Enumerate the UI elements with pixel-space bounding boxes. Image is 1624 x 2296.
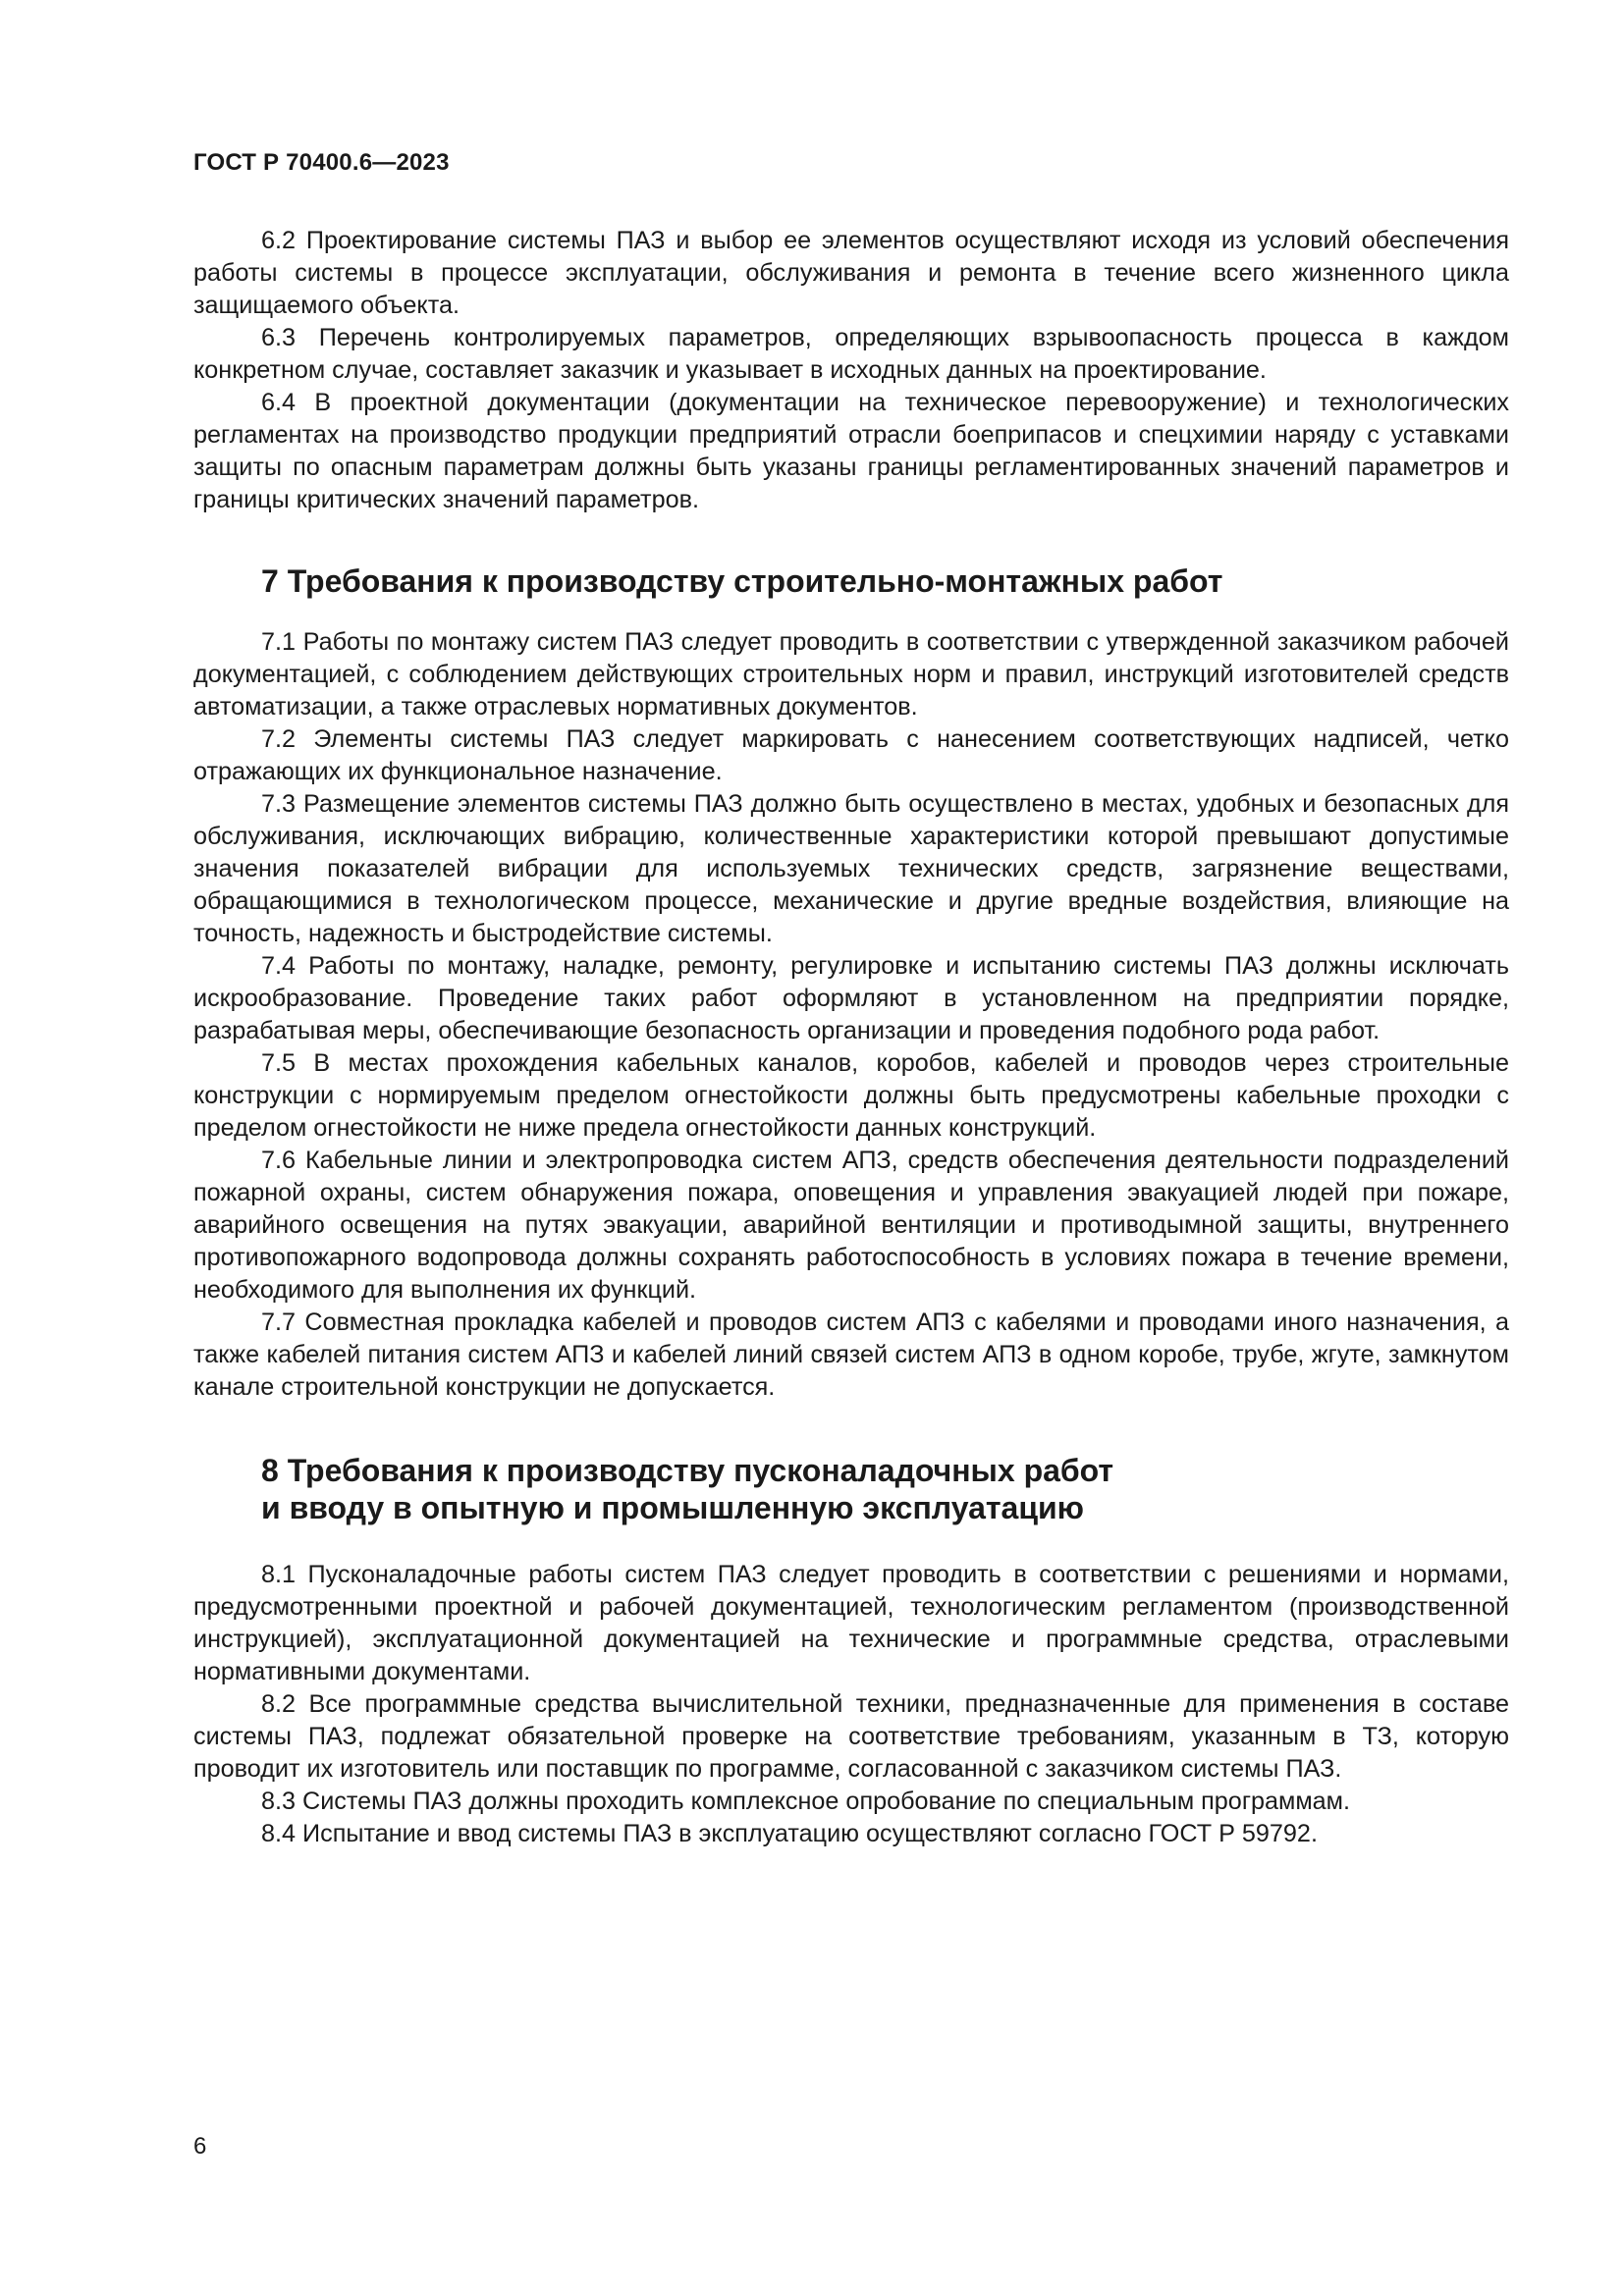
paragraph-8-4: 8.4 Испытание и ввод системы ПАЗ в эксплуатацию осуществляют согласно ГОСТ Р 59792. bbox=[261, 1820, 1318, 1847]
section-8-heading-line-1: 8 Требования к производству пусконаладочных работ bbox=[261, 1453, 1114, 1488]
paragraph-6-4: 6.4 В проектной документации (документации на техническое перевооружение) и технологических регламентах на производство продукции предприятий отрасли боеприпасов и спецхимии наряду с уставками защиты по опасным параметрам должны быть указаны границы регламентированных значений параметров и границы критических значений параметров. bbox=[193, 389, 1509, 513]
section-8-body bbox=[193, 1559, 1509, 1850]
paragraph-7-2: 7.2 Элементы системы ПАЗ следует маркировать с нанесением соответствующих надписей, четко отражающих их функциональное назначение. bbox=[193, 725, 1509, 785]
section-6-body bbox=[193, 225, 1509, 516]
document-id: ГОСТ Р 70400.6—2023 bbox=[193, 149, 450, 176]
section-8-heading-block bbox=[193, 1452, 1509, 1526]
paragraph-7-7: 7.7 Совместная прокладка кабелей и проводов систем АПЗ с кабелями и проводами иного назначения, а также кабелей питания систем АПЗ и кабелей линий связей систем АПЗ в одном коробе, трубе, жгуте, замкнутом канале строительной конструкции не допускается. bbox=[193, 1308, 1509, 1401]
section-7-heading: 7 Требования к производству строительно-монтажных работ bbox=[261, 563, 1223, 599]
page-number: 6 bbox=[193, 2133, 207, 2160]
paragraph-7-1: 7.1 Работы по монтажу систем ПАЗ следует проводить в соответствии с утвержденной заказчиком рабочей документацией, с соблюдением действующих строительных норм и правил, инструкций изготовителей средств автоматизации, а также отраслевых нормативных документов. bbox=[193, 628, 1509, 721]
section-7-body bbox=[193, 626, 1509, 1404]
paragraph-8-3: 8.3 Системы ПАЗ должны проходить комплексное опробование по специальным программам. bbox=[261, 1788, 1350, 1815]
paragraph-6-2: 6.2 Проектирование системы ПАЗ и выбор ее элементов осуществляют исходя из условий обеспечения работы системы в процессе эксплуатации, обслуживания и ремонта в течение всего жизненного цикла защищаемого объекта. bbox=[193, 227, 1509, 319]
paragraph-7-6: 7.6 Кабельные линии и электропроводка систем АПЗ, средств обеспечения деятельности подразделений пожарной охраны, систем обнаружения пожара, оповещения и управления эвакуацией людей при пожаре, аварийного освещения на путях эвакуации, аварийной вентиляции и противодымной защиты, внутреннего противопожарного водопровода должны сохранять работоспособность в условиях пожара в течение времени, необходимого для выполнения их функций. bbox=[193, 1147, 1509, 1304]
section-8-heading-line-2: и вводу в опытную и промышленную эксплуатацию bbox=[261, 1490, 1084, 1525]
section-7-heading-block bbox=[193, 562, 1509, 600]
paragraph-7-4: 7.4 Работы по монтажу, наладке, ремонту, регулировке и испытанию системы ПАЗ должны исключать искрообразование. Проведение таких работ оформляют в установленном на предприятии порядке, разрабатывая меры, обеспечивающие безопасность организации и проведения подобного рода работ. bbox=[193, 952, 1509, 1044]
paragraph-6-3: 6.3 Перечень контролируемых параметров, определяющих взрывоопасность процесса в каждом конкретном случае, составляет заказчик и указывает в исходных данных на проектирование. bbox=[193, 324, 1509, 384]
paragraph-8-1: 8.1 Пусконаладочные работы систем ПАЗ следует проводить в соответствии с решениями и нормами, предусмотренными проектной и рабочей документацией, технологическим регламентом (производственной инструкцией), эксплуатационной документацией на технические и программные средства, отраслевыми нормативными документами. bbox=[193, 1561, 1509, 1685]
paragraph-7-5: 7.5 В местах прохождения кабельных каналов, коробов, кабелей и проводов через строительные конструкции с нормируемым пределом огнестойкости должны быть предусмотрены кабельные проходки с пределом огнестойкости не ниже предела огнестойкости данных конструкций. bbox=[193, 1049, 1509, 1142]
paragraph-7-3: 7.3 Размещение элементов системы ПАЗ должно быть осуществлено в местах, удобных и безопасных для обслуживания, исключающих вибрацию, количественные характеристики которой превышают допустимые значения показателей вибрации для используемых технических средств, загрязнение веществами, обращающимися в технологическом процессе, механические и другие вредные воздействия, влияющие на точность, надежность и быстродействие системы. bbox=[193, 790, 1509, 947]
paragraph-8-2: 8.2 Все программные средства вычислительной техники, предназначенные для применения в составе системы ПАЗ, подлежат обязательной проверке на соответствие требованиям, указанным в ТЗ, которую проводит их изготовитель или поставщик по программе, согласованной с заказчиком системы ПАЗ. bbox=[193, 1690, 1509, 1783]
